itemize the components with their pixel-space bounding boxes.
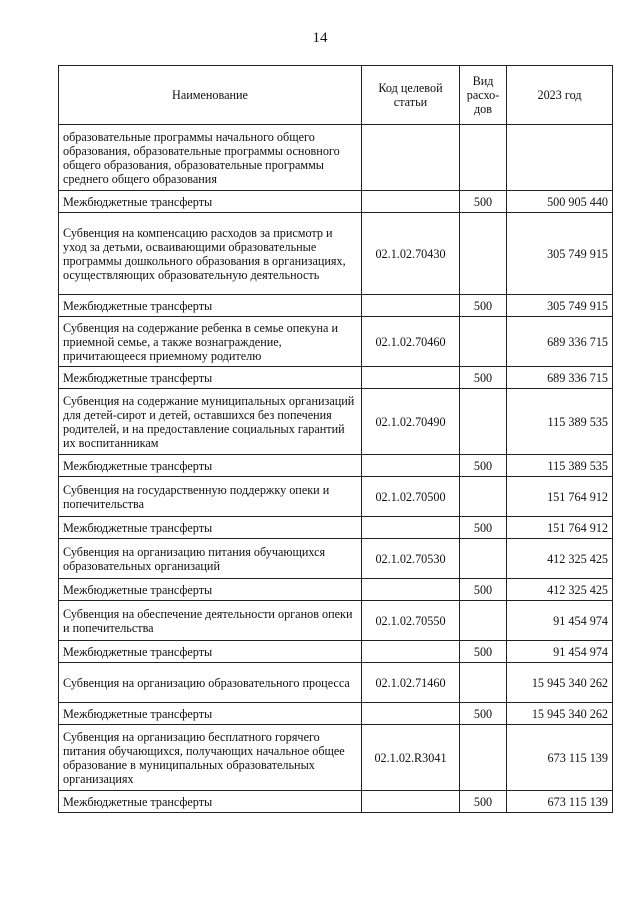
table-row — [59, 725, 613, 791]
row-name-cell: Субвенция на организацию образовательного процесса — [59, 663, 362, 703]
row-amount-cell: 305 749 915 — [507, 295, 613, 317]
row-name-cell: Субвенция на содержание ребенка в семье опекуна и приемной семье, а также вознаграждение, причитающееся приемному родителю — [59, 317, 362, 367]
row-expense-type-cell — [460, 725, 507, 791]
page-number: 14 — [312, 30, 328, 46]
table-row — [59, 663, 613, 703]
table-row — [59, 125, 613, 191]
table-row — [59, 213, 613, 295]
row-name-cell: Субвенция на обеспечение деятельности органов опеки и попечительства — [59, 601, 362, 641]
header-year: 2023 год — [507, 66, 613, 125]
row-expense-type-cell — [460, 125, 507, 191]
row-code-cell: 02.1.02.70460 — [362, 317, 460, 367]
table-row — [59, 539, 613, 579]
row-expense-type-cell: 500 — [460, 367, 507, 389]
row-expense-type-cell: 500 — [460, 579, 507, 601]
row-amount-cell: 689 336 715 — [507, 367, 613, 389]
row-name-cell: Субвенция на содержание муниципальных организаций для детей-сирот и детей, оставшихся без попечения родителей, и на предоставление социальных гарантий их воспитанникам — [59, 389, 362, 455]
header-name: Наименование — [59, 66, 362, 125]
row-code-cell: 02.1.02.70530 — [362, 539, 460, 579]
row-name-cell: Межбюджетные трансферты — [59, 517, 362, 539]
header-code: Код целевой статьи — [362, 66, 460, 125]
row-name-cell: образовательные программы начального общего образования, образовательные программы основного общего образования, образовательные программы среднего общего образования — [59, 125, 362, 191]
table-row — [59, 367, 613, 389]
table-row — [59, 317, 613, 367]
table-body — [59, 125, 613, 813]
row-code-cell: 02.1.02.71460 — [362, 663, 460, 703]
row-name-cell: Межбюджетные трансферты — [59, 641, 362, 663]
row-expense-type-cell: 500 — [460, 517, 507, 539]
table-row — [59, 791, 613, 813]
row-code-cell — [362, 641, 460, 663]
table-row — [59, 517, 613, 539]
row-code-cell — [362, 703, 460, 725]
row-expense-type-cell — [460, 539, 507, 579]
row-code-cell — [362, 579, 460, 601]
row-amount-cell: 412 325 425 — [507, 579, 613, 601]
row-code-cell — [362, 295, 460, 317]
row-amount-cell: 673 115 139 — [507, 791, 613, 813]
row-expense-type-cell — [460, 601, 507, 641]
row-amount-cell: 412 325 425 — [507, 539, 613, 579]
row-amount-cell: 500 905 440 — [507, 191, 613, 213]
row-amount-cell: 689 336 715 — [507, 317, 613, 367]
row-amount-cell: 305 749 915 — [507, 213, 613, 295]
row-code-cell — [362, 517, 460, 539]
row-amount-cell: 15 945 340 262 — [507, 703, 613, 725]
row-code-cell: 02.1.02.70500 — [362, 477, 460, 517]
row-name-cell: Субвенция на организацию питания обучающихся образовательных организаций — [59, 539, 362, 579]
row-expense-type-cell — [460, 389, 507, 455]
row-name-cell: Межбюджетные трансферты — [59, 455, 362, 477]
table-row — [59, 703, 613, 725]
row-name-cell: Субвенция на компенсацию расходов за присмотр и уход за детьми, осваивающими образовательные программы дошкольного образования в организациях, осуществляющих образовательную деятельность — [59, 213, 362, 295]
row-name-cell: Субвенция на государственную поддержку опеки и попечительства — [59, 477, 362, 517]
row-expense-type-cell — [460, 477, 507, 517]
table-header-row — [59, 66, 613, 125]
row-code-cell: 02.1.02.R3041 — [362, 725, 460, 791]
row-code-cell — [362, 455, 460, 477]
budget-table — [58, 65, 613, 813]
row-name-cell: Межбюджетные трансферты — [59, 703, 362, 725]
table-row — [59, 389, 613, 455]
row-name-cell: Межбюджетные трансферты — [59, 191, 362, 213]
table-row — [59, 601, 613, 641]
row-code-cell — [362, 191, 460, 213]
row-amount-cell: 151 764 912 — [507, 477, 613, 517]
row-code-cell — [362, 791, 460, 813]
row-name-cell: Межбюджетные трансферты — [59, 295, 362, 317]
table-row — [59, 579, 613, 601]
row-expense-type-cell: 500 — [460, 791, 507, 813]
row-code-cell: 02.1.02.70550 — [362, 601, 460, 641]
row-amount-cell: 115 389 535 — [507, 389, 613, 455]
row-amount-cell: 91 454 974 — [507, 601, 613, 641]
row-amount-cell: 15 945 340 262 — [507, 663, 613, 703]
row-name-cell: Субвенция на организацию бесплатного горячего питания обучающихся, получающих начальное общее образование в муниципальных образовательных организациях — [59, 725, 362, 791]
row-name-cell: Межбюджетные трансферты — [59, 367, 362, 389]
row-expense-type-cell: 500 — [460, 703, 507, 725]
row-code-cell — [362, 125, 460, 191]
row-amount-cell — [507, 125, 613, 191]
row-expense-type-cell: 500 — [460, 191, 507, 213]
table-row — [59, 455, 613, 477]
row-code-cell — [362, 367, 460, 389]
row-expense-type-cell: 500 — [460, 455, 507, 477]
table-row — [59, 191, 613, 213]
table-row — [59, 295, 613, 317]
row-expense-type-cell — [460, 317, 507, 367]
row-expense-type-cell: 500 — [460, 295, 507, 317]
table-row — [59, 641, 613, 663]
header-expense-type: Вид расхо-дов — [460, 66, 507, 125]
row-amount-cell: 673 115 139 — [507, 725, 613, 791]
row-name-cell: Межбюджетные трансферты — [59, 791, 362, 813]
row-name-cell: Межбюджетные трансферты — [59, 579, 362, 601]
row-expense-type-cell: 500 — [460, 641, 507, 663]
row-amount-cell: 151 764 912 — [507, 517, 613, 539]
row-expense-type-cell — [460, 663, 507, 703]
row-amount-cell: 91 454 974 — [507, 641, 613, 663]
row-code-cell: 02.1.02.70490 — [362, 389, 460, 455]
row-amount-cell: 115 389 535 — [507, 455, 613, 477]
table-row — [59, 477, 613, 517]
row-code-cell: 02.1.02.70430 — [362, 213, 460, 295]
row-expense-type-cell — [460, 213, 507, 295]
